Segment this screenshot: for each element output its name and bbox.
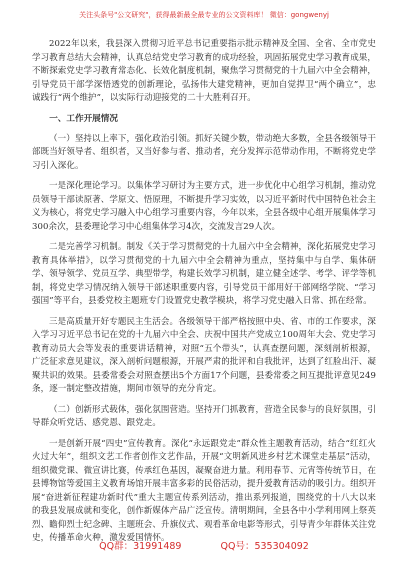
section2-paragraph-2: 一是创新开展“四史”宣传教育。深化“永远跟党走”群众性主题教育活动，结合“红红火火过大年”，组织文艺工作者创作文艺作品，开展“文明新风进乡村艺术课堂走基层”活动，组织微党课、微宣讲比赛，传承红色基因，凝聚奋进力量。利用春节、元宵等传统节日，在县博物馆等爱国主义教育场馆开展丰富多彩的民俗活动，提升爱教育活动的吸引力。组织开展“奋进新征程建功新时代”重大主题宣传系列活动，推出系列报道，围绕党的十八大以来的我县发展成就和变化，创作新媒体产品广泛宣传。清明期间，全县各中小学利用网上祭英烈、瞻仰烈士纪念碑、主题班会、升旗仪式、观看革命电影等形式，引导青少年群体关注党史，传播革命火种，激发爱国情怀。 (32, 438, 377, 543)
document-body (32, 38, 376, 553)
qq-group-text: QQ群：31991489 (99, 541, 182, 552)
contact-footer (0, 538, 408, 552)
section2-paragraph-1: （二）创新形式载体，强化氛围营造。坚持开门抓教育，营造全民参与的良好氛围，引导群众听党话、感党恩、跟党走。 (32, 404, 376, 428)
promo-header: 关注头条号"公文研究"，获得最新最全最专业的公文资料库！ 微信：gongwenyj (79, 11, 329, 19)
qq-number-text: QQ号：535304092 (220, 541, 309, 552)
section1-paragraph-2: 一是深化理论学习。以集体学习研讨为主要方式，进一步优化中心组学习机制，推动党员领导干部读原著、学原文、悟原理，不断提升学习实效，以习近平新时代中国特色社会主义为核心，将党史学习融入中心组学习重要内容，今年以来，全县各级中心组开展集体学习300余次，县委理论学习中心组集体学习4次，交流发言29人次。 (32, 181, 377, 232)
section1-paragraph-1: （一）坚持以上率下，强化政治引领。抓好关键少数，带动绝大多数，全县各级领导干部既当好领导者、组织者，又当好参与者、推动者，充分发挥示范带动作用，不断将党史学习引入深化。 (32, 133, 377, 171)
intro-paragraph: 2022年以来，我县深入贯彻习近平总书记重要指示批示精神及全国、全省、全市党史学习教育总结大会精神，认真总结党史学习教育的成功经验，巩固拓展党史学习教育成果，不断探索党史学习教育常态化、长效化制度机制，聚焦学习贯彻党的十九届六中全会精神，引导党员干部学深悟透党的创新理论，弘扬伟大建党精神，更加自觉捍卫“两个确立”，忠诚践行“两个维护”，以实际行动迎接党的二十大胜利召开。 (32, 39, 377, 103)
section1-paragraph-3: 二是完善学习机制。制发《关于学习贯彻党的十九届六中全会精神，深化拓展党史学习教育具体举措》，以学习贯彻党的十九届六中全会精神为重点，坚持集中与自学、集体研学、领导领学、党员互学、典型带学，构建长效学习机制，建立健全述学、考学、评学等机制，将党史学习情况纳入领导干部述职重要内容，引导党员干部用好干部网络学院、“学习强国”等平台，县委党校主题班专门设置党史教学模块，将学习党史融入日常、抓在经常。 (32, 242, 377, 306)
section1-paragraph-4: 三是高质量开好专题民主生活会。各级领导干部严格按照中央、省、市的工作要求，深入学习习近平总书记在党的十九届六中全会、庆祝中国共产党成立100周年大会、党史学习教育动员大会等发表的重要讲话精神，对照“五个带头”，认真查摆问题，深刻剖析根源，广泛征求意见建议，深入剖析问题根源，开展严肃的批评和自我批评，达到了红脸出汗、凝聚共识的效果。县委常委会对照查摆出5个方面17个问题，县委常委之间互提批评意见249条，逐一制定整改措施，期间市领导的充分肯定。 (32, 316, 377, 394)
section-heading-work-progress: 一、工作开展情况 (49, 113, 118, 124)
